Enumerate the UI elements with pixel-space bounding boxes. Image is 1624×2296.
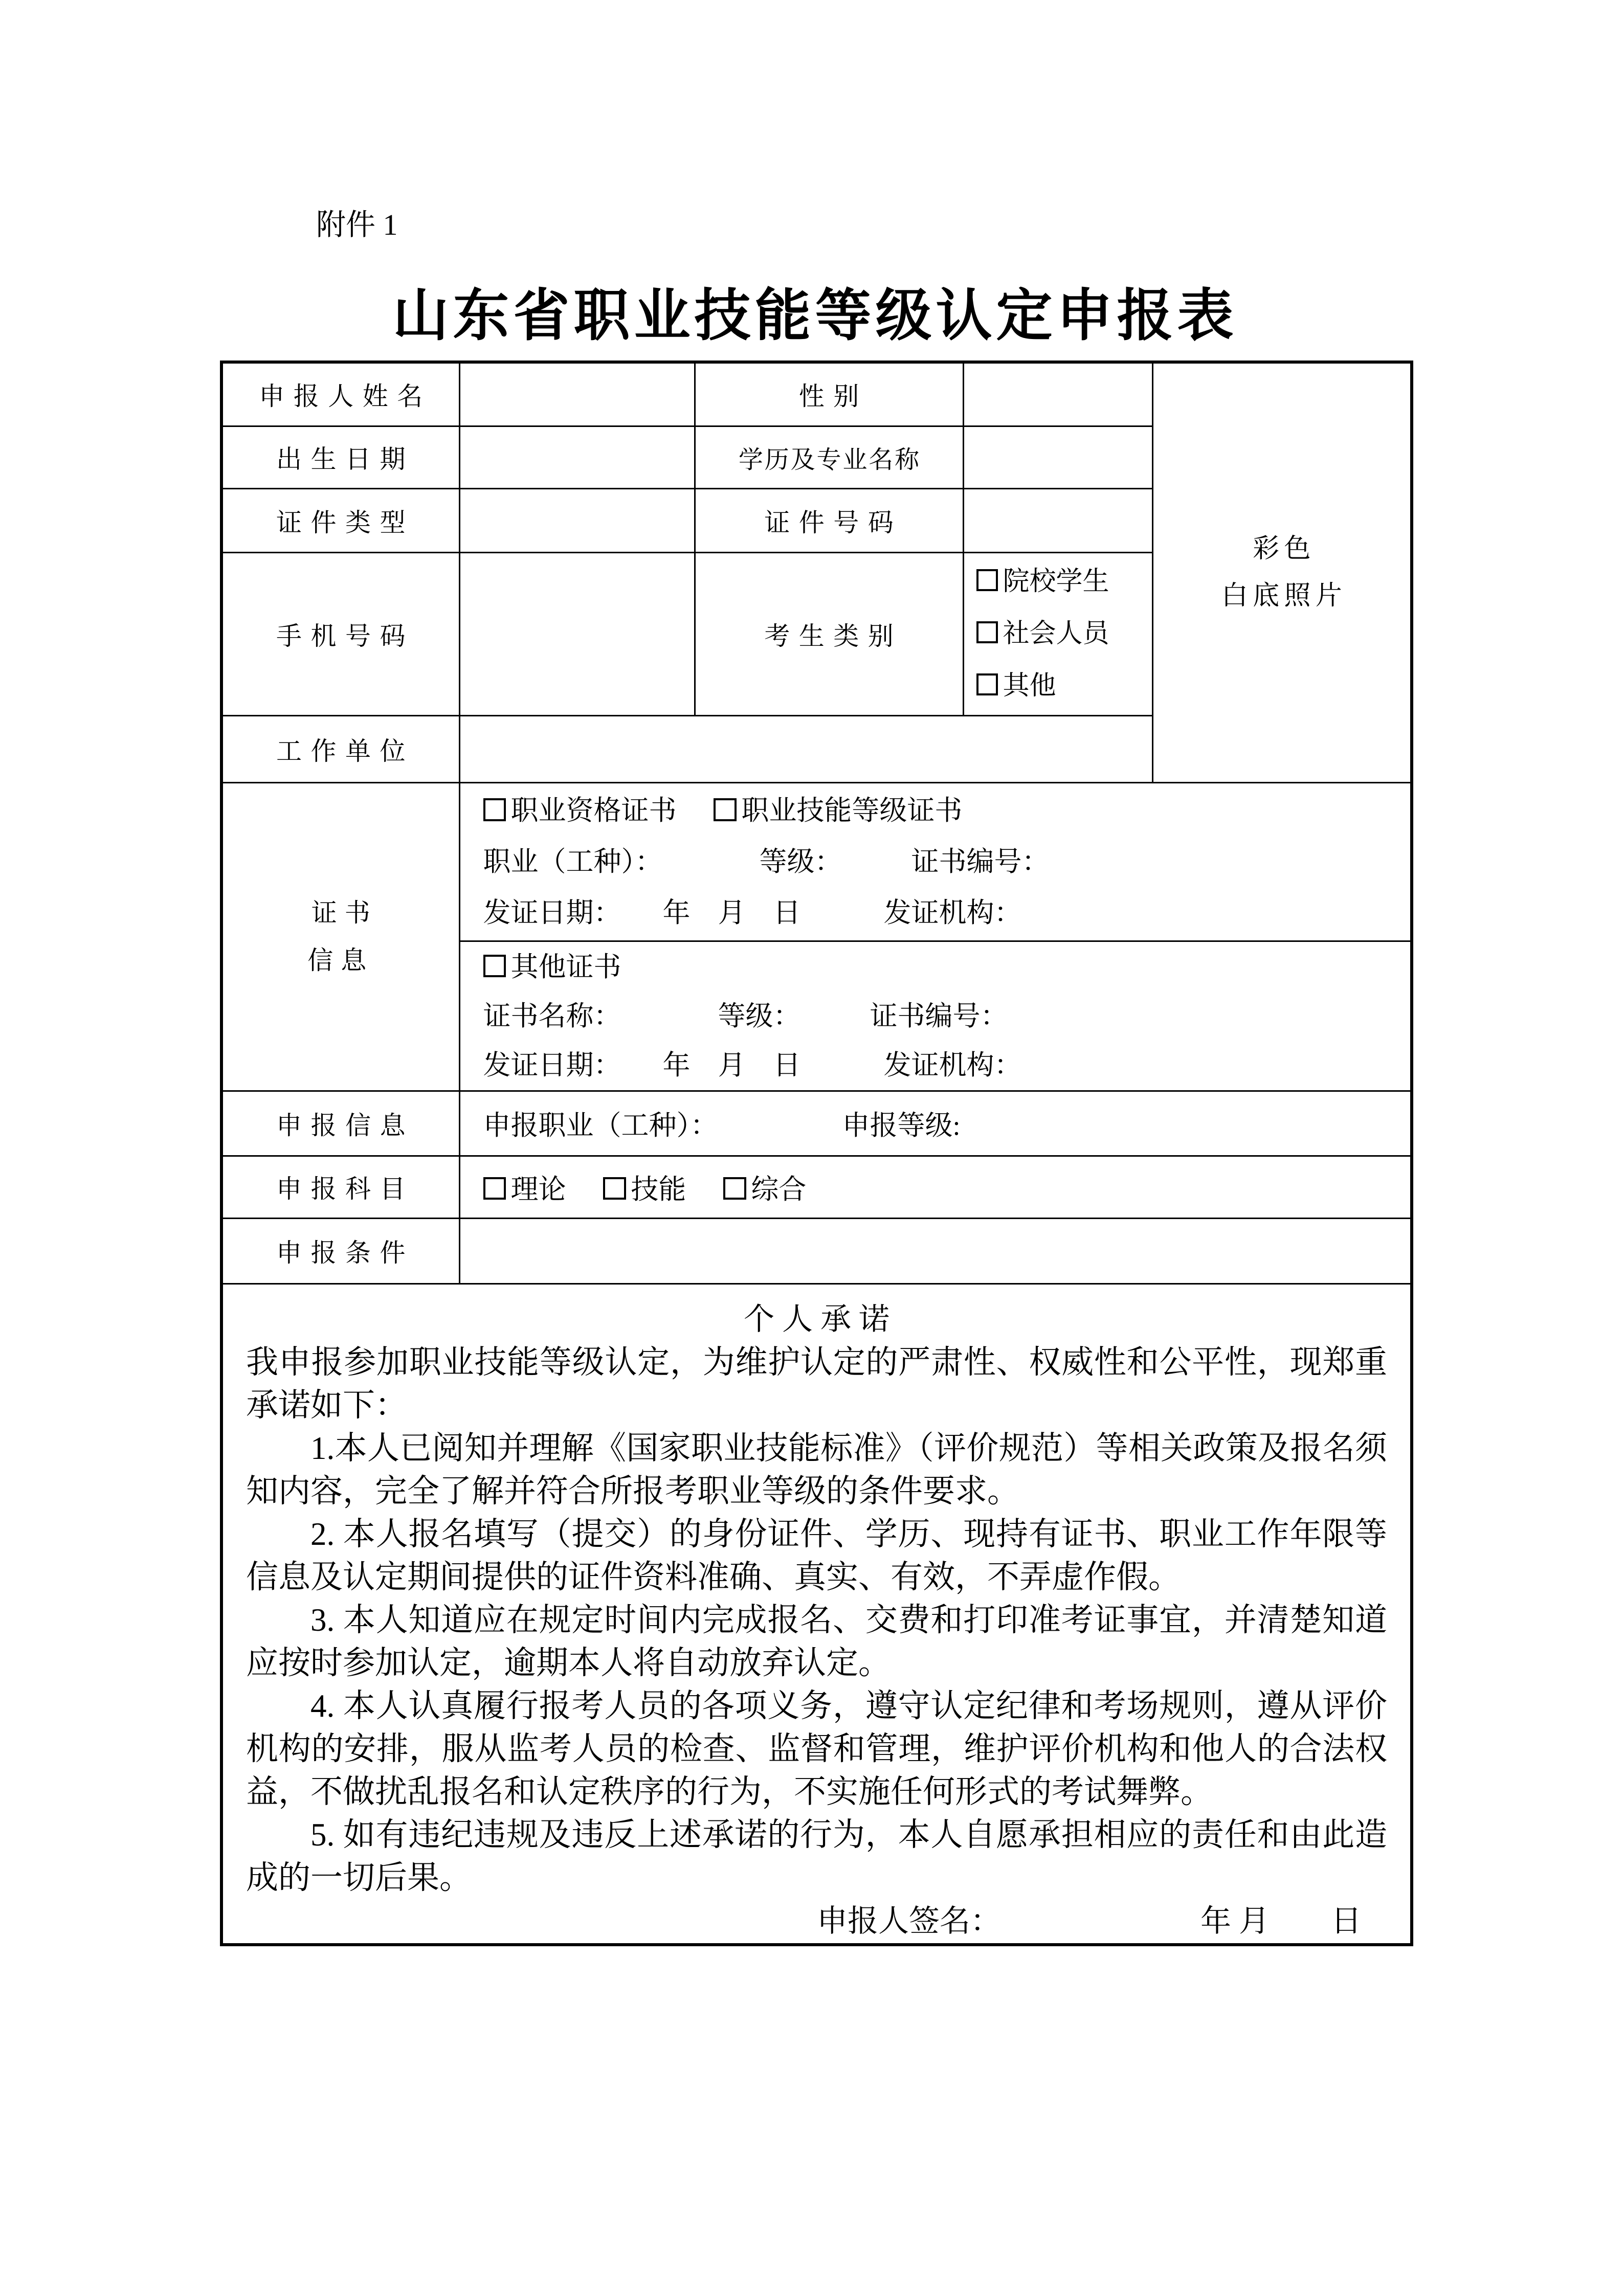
commitment-paragraphs [246,1341,1387,1899]
application-form-table [220,361,1413,1946]
photo-note-line2: 白底照片 [1221,581,1347,611]
certificate-info-label: 证书信息 [307,898,378,975]
subject-option-comprehensive[interactable] [723,1174,806,1205]
cert-option-vocational-qualification[interactable] [483,795,677,826]
signature-line[interactable]: 申报人签名： 年 月 日 [817,1904,1362,1938]
document-sheet [220,205,1410,1946]
mobile-input-cell[interactable] [459,552,695,715]
gender-label: 性别 [695,362,963,426]
id-type-input-cell[interactable] [459,488,695,552]
work-unit-label: 工作单位 [221,715,459,782]
gender-input-cell[interactable] [963,362,1152,426]
applicant-name-input-cell[interactable] [459,362,695,426]
mobile-label: 手机号码 [221,552,459,715]
certificate-section1-issue-line[interactable]: 发证日期： 年 月 日 发证机构： [483,897,1022,928]
id-type-label: 证件类型 [221,488,459,552]
certificate-section1-checkbox-line [483,785,1411,836]
cert-option-other-label: 其他证书 [510,951,621,982]
attachment-label: 附件 1 [316,208,398,241]
checkbox-icon[interactable] [976,569,998,591]
commitment-paragraph-4: 4. 本人认真履行报考人员的各项义务，遵守认定纪律和考场规则，遵从评价机构的安排，服从监考人员的检查、监督和管理，维护评价机构和他人的合法权益，不做扰乱报名和认定秩序的行为，不实施任何形式的考试舞弊。 [246,1687,1387,1810]
cert-option-other[interactable] [483,952,621,982]
declare-info-content[interactable]: 申报职业（工种）： 申报等级: [459,1091,1412,1156]
commitment-title: 个人承诺 [744,1302,897,1336]
subject-option-comprehensive-label: 综合 [751,1174,807,1205]
declare-subject-label: 申报科目 [221,1156,459,1218]
photo-note-line1: 彩色 [1253,534,1316,564]
declare-condition-input-cell[interactable] [459,1218,1412,1284]
cert-option-skill-level-label: 职业技能等级证书 [741,795,963,826]
row-certificate-section1 [221,782,1412,941]
checkbox-icon[interactable] [483,955,506,977]
candidate-option-other-label: 其他 [1003,671,1056,701]
certificate-section2-name-line[interactable]: 证书名称： 等级： 证书编号： [483,1000,1008,1031]
checkbox-icon[interactable] [714,798,736,821]
birth-date-input-cell[interactable] [459,426,695,488]
commitment-paragraph-intro: 我申报参加职业技能等级认定，为维护认定的严肃性、权威性和公平性，现郑重承诺如下： [246,1344,1387,1423]
commitment-paragraph-3: 3. 本人知道应在规定时间内完成报名、交费和打印准考证事宜，并清楚知道应按时参加认定，逾期本人将自动放弃认定。 [246,1602,1387,1681]
certificate-section2-cell [459,941,1412,1091]
checkbox-icon[interactable] [976,621,998,643]
id-number-input-cell[interactable] [963,488,1152,552]
photo-placeholder-cell[interactable] [1152,362,1412,782]
commitment-paragraph-5: 5. 如有违纪违规及违反上述承诺的行为，本人自愿承担相应的责任和由此造成的一切后果。 [246,1816,1387,1896]
checkbox-icon[interactable] [483,798,506,821]
row-personal-commitment [221,1284,1412,1945]
checkbox-icon[interactable] [603,1177,626,1200]
certificate-section1-cell [459,782,1412,941]
personal-commitment-cell [221,1284,1412,1945]
candidate-option-social[interactable] [976,608,1152,660]
candidate-option-social-label: 社会人员 [1003,619,1109,648]
work-unit-input-cell[interactable] [459,715,1152,782]
candidate-category-label: 考生类别 [695,552,963,715]
education-major-input-cell[interactable] [963,426,1152,488]
birth-date-label: 出生日期 [221,426,459,488]
candidate-option-other[interactable] [976,660,1152,712]
declare-info-label: 申报信息 [221,1091,459,1156]
checkbox-icon[interactable] [976,673,998,695]
certificate-section1-occupation-line[interactable]: 职业（工种）： 等级： 证书编号： [483,846,1050,877]
subject-option-theory[interactable] [483,1174,566,1205]
certificate-info-label-cell [221,782,459,1091]
cert-option-skill-level[interactable] [714,795,962,826]
page-title: 山东省职业技能等级认定申报表 [392,285,1238,347]
declare-condition-label: 申报条件 [221,1218,459,1284]
checkbox-icon[interactable] [723,1177,746,1200]
subject-option-skill-label: 技能 [631,1174,686,1205]
checkbox-icon[interactable] [483,1177,506,1200]
row-applicant-name [221,362,1412,426]
candidate-option-student[interactable] [976,556,1152,608]
candidate-option-student-label: 院校学生 [1003,567,1109,596]
certificate-section2-checkbox-line [483,942,1411,992]
education-major-label: 学历及专业名称 [695,426,963,488]
row-declare-info [221,1091,1412,1156]
row-declare-condition [221,1218,1412,1284]
declare-subject-options-cell [459,1156,1412,1218]
id-number-label: 证件号码 [695,488,963,552]
candidate-category-options-cell [963,552,1152,715]
applicant-name-label: 申报人姓名 [221,362,459,426]
commitment-paragraph-1: 1.本人已阅知并理解《国家职业技能标准》（评价规范）等相关政策及报名须知内容，完全了解并符合所报考职业等级的条件要求。 [246,1430,1387,1509]
certificate-section2-issue-line[interactable]: 发证日期： 年 月 日 发证机构： [483,1049,1022,1081]
subject-option-skill[interactable] [603,1174,686,1205]
subject-option-theory-label: 理论 [510,1174,566,1205]
cert-option-vocational-qualification-label: 职业资格证书 [510,795,677,826]
row-declare-subject [221,1156,1412,1218]
commitment-paragraph-2: 2. 本人报名填写（提交）的身份证件、学历、现持有证书、职业工作年限等信息及认定期间提供的证件资料准确、真实、有效，不弄虚作假。 [246,1516,1387,1595]
